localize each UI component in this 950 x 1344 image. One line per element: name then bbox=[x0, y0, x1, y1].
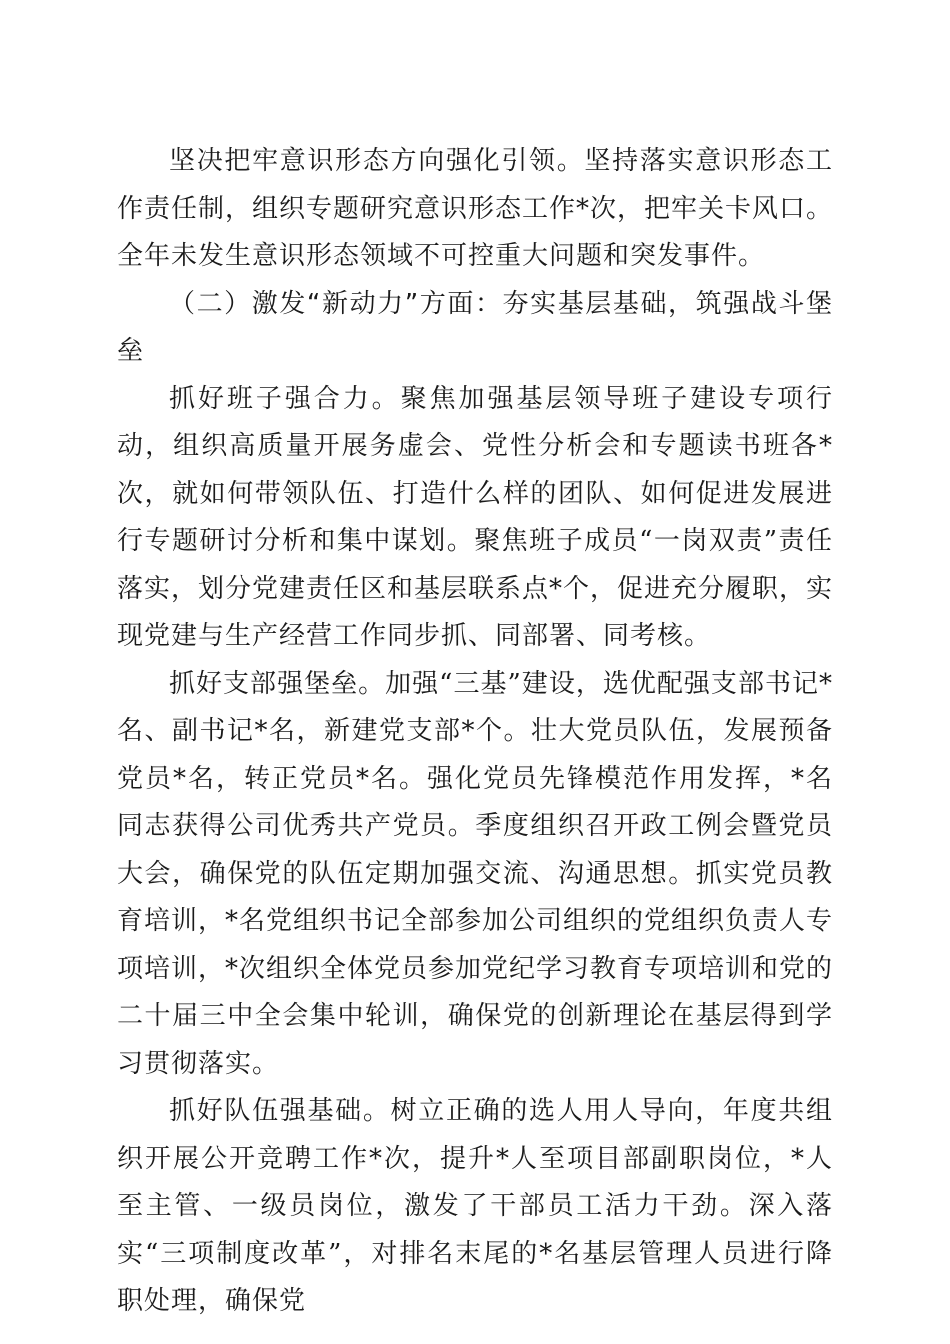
paragraph-leadership-team: 抓好班子强合力。聚焦加强基层领导班子建设专项行动，组织高质量开展务虚会、党性分析会和专题读书班各*次，就如何带领队伍、打造什么样的团队、如何促进发展进行专题研讨分析和集中谋划。聚焦班子成员“一岗双责”责任落实，划分党建责任区和基层联系点*个，促进充分履职，实现党建与生产经营工作同步抓、同部署、同考核。 bbox=[117, 383, 834, 651]
paragraph-party-branch: 抓好支部强堡垒。加强“三基”建设，选优配强支部书记*名、副书记*名，新建党支部*个。壮大党员队伍，发展预备党员*名，转正党员*名。强化党员先锋模范作用发挥，*名同志获得公司优秀共产党员。季度组织召开政工例会暨党员大会，确保党的队伍定期加强交流、沟通思想。抓实党员教育培训，*名党组织书记全部参加公司组织的党组织负责人专项培训，*次组织全体党员参加党纪学习教育专项培训和党的二十届三中全会集中轮训，确保党的创新理论在基层得到学习贯彻落实。 bbox=[117, 668, 834, 1079]
section-heading-2: （二）激发“新动力”方面：夯实基层基础，筑强战斗堡垒 bbox=[117, 288, 833, 366]
paragraph-team-foundation: 抓好队伍强基础。树立正确的选人用人导向，年度共组织开展公开竞聘工作*次，提升*人至项目部副职岗位，*人至主管、一级员岗位，激发了干部员工活力干劲。深入落实“三项制度改革”，对排名末尾的*名基层管理人员进行降职处理，确保党 bbox=[117, 1096, 833, 1316]
document-body bbox=[117, 138, 833, 1326]
paragraph-ideology: 坚决把牢意识形态方向强化引领。坚持落实意识形态工作责任制，组织专题研究意识形态工作*次，把牢关卡风口。全年未发生意识形态领域不可控重大问题和突发事件。 bbox=[117, 146, 834, 271]
